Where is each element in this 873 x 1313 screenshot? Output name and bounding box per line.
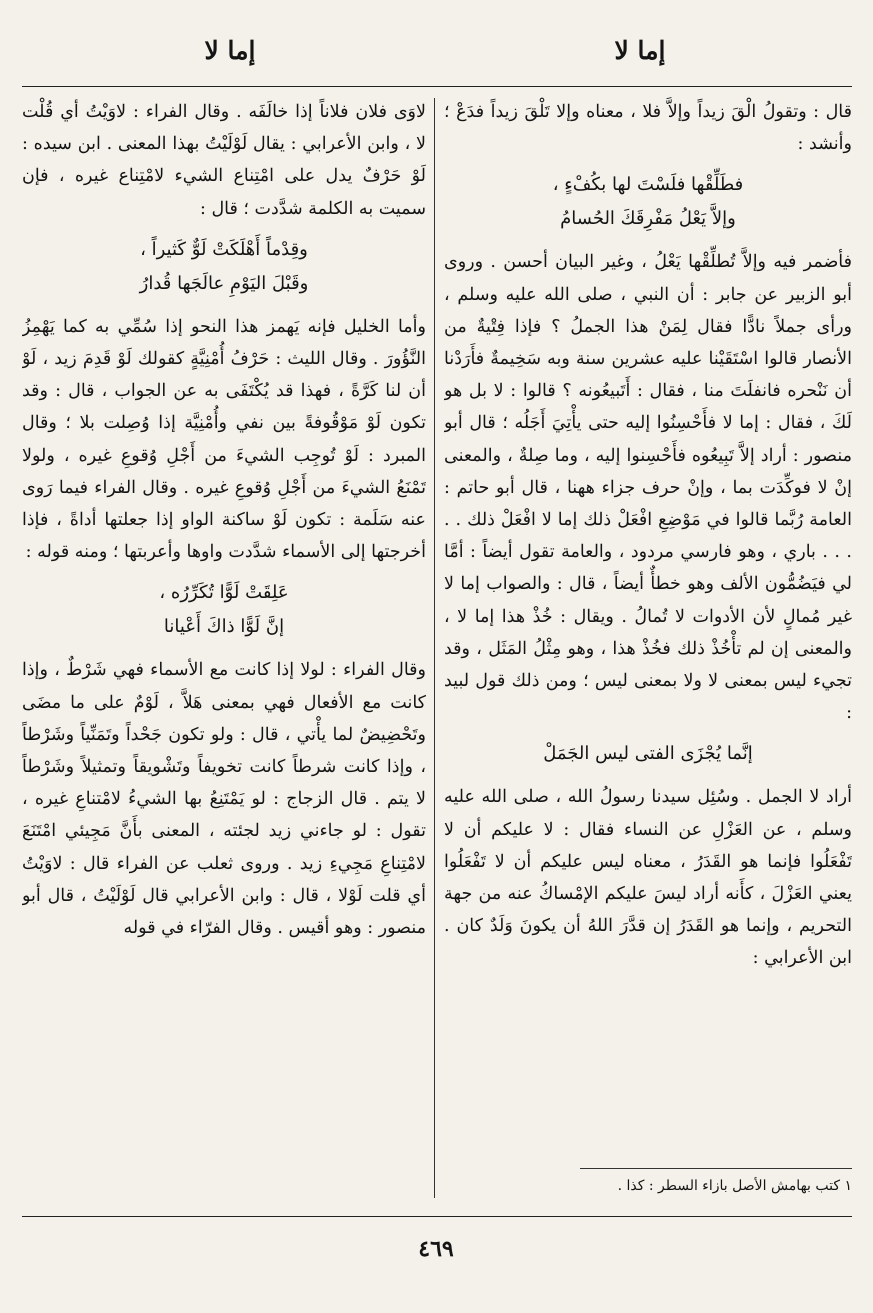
paragraph: قال : وتقولُ الْقَ زيداً وإلاَّ فلا ، معناه وإلا تَلْقَ زيداً فدَعْ ؛ وأنشد : [444, 102, 852, 155]
verse [444, 168, 852, 236]
running-header-right: إما لا [614, 36, 666, 65]
verse-line: إنَّما يُجْزَى الفتى ليس الجَمَلْ [543, 743, 753, 765]
verse [22, 576, 426, 644]
verse [444, 737, 852, 771]
page-number: ٤٦٩ [418, 1236, 454, 1262]
running-header-left: إما لا [204, 36, 256, 65]
footnote-rule [580, 1168, 852, 1169]
verse [22, 233, 426, 301]
paragraph: وقال الفراء : لولا إذا كانت مع الأسماء فهي شَرْطٌ ، وإذا كانت مع الأفعال فهي بمعنى هَلاَّ ، لَوْمٌ على ما مضَى وتَحْضِيضٌ لما يأْتي ، قال : ولو تكون جَحْداً وتَمَنِّياً وشَرْطاً ، وإذا كانت شرطاً كانت تخويفاً وتَشْويقاً وتمثيلاً وشَرْطاً لا يتم . قال الزجاج : لو يَمْتَنِعُ بها الشيءُ لامْتناعِ غيره ، تقول : لو جاءني زيد لجئته ، المعنى بأَنَّ مَجِيئي امْتَنَعَ لامْتِناعِ مَجِيءِ زيد . وروى ثعلب عن الفراء قال : لاوَيْتُ أي قلت لَوْلا ، قال : وابن الأعرابي قال لَوْلَيْتُ ، قال أبو منصور : وهو أقيس . وقال الفرّاء في قوله [22, 660, 426, 939]
verse-line: وقَبْلَ اليَوْمِ عالَجَها قُدارُ [139, 272, 309, 294]
footnote: ١ كتب بهامش الأصل بازاء السطر : كذا . [617, 1178, 852, 1194]
verse-line: وإلاَّ يَعْلُ مَفْرِقَكَ الحُسامُ [560, 208, 736, 230]
header-rule [22, 86, 852, 87]
footer-rule [22, 1216, 852, 1217]
paragraph: فأضمر فيه وإلاَّ تُطلِّقْها يَعْلُ ، وغير البيان أحسن . وروى أبو الزبير عن جابر : أن النبي ، صلى الله عليه وسلم ، ورأى جملاً نادًّا فقال لِمَنْ هذا الجملُ ؟ فإذا فِتْيةٌ من الأنصار قالوا اسْتَقَيْنا عليه عشرين سنة وبه سَخِيمةٌ فأَرَدْنا أن نَنْحره فانفلَتَ منا ، فقال : أَتَبيعُونه ؟ قالوا : لا بل هو لَكَ ، فقال : إما لا فأَحْسِنُوا إليه حتى يأْتِيَ أَجَلُه ؛ قال أبو منصور : أراد إلاَّ تَبِيعُوه فأَحْسِنوا إليه ، وما صِلةٌ ، والمعنى إنْ لا فوكِّدَت بما ، وإنْ حرف جزاء ههنا ، قال أبو حاتم : العامة رُبَّما قالوا في مَوْضِعِ افْعَلْ ذلك إما لا افْعَلْ ذلك . . . . . باري ، وهو فارسي مردود ، والعامة تقول أيضاً : أمَّا لي فيَضُمُّون الألف وهو خطأٌ أيضاً ، قال : والصواب إما لا غير مُمالٍ لأن الأدوات لا تُمالُ . ويقال : خُذْ هذا إما لا ، والمعنى إن لم تأْخُذْ ذلك فخُذْ هذا ، وهو مِثْلُ المَثَل ، وقد تجيء ليس بمعنى لا ولا بمعنى ليس ؛ ومن ذلك قول لبيد : [444, 252, 852, 724]
verse-line: عَلِقَتْ لَوًّا تُكَرِّرُه ، [159, 582, 289, 604]
verse-line: إنَّ لَوًّا ذاكَ أَعْيانا [163, 616, 285, 638]
verse-line: فطَلِّقْها فلَسْتَ لها بكُفْءٍ ، [552, 174, 744, 196]
paragraph: لاوَى فلان فلاناً إذا خالَفَه . وقال الفراء : لاوَيْتُ أي قُلْت لا ، وابن الأعرابي : يقال لَوْلَيْتُ بهذا المعنى . ابن سيده : لَوْ حَرْفٌ يدل على امْتِناع الشيء لامْتِناع غيره ، فإن سميت به الكلمة شدَّدت ؛ قال : [22, 102, 426, 219]
verse-line: وقِدْماً أَهْلَكَتْ لَوٌّ كَثيراً ، [140, 238, 308, 260]
column-separator [434, 98, 435, 1198]
paragraph: وأما الخليل فإنه يَهمز هذا النحو إذا سُمِّي به كما يَهْمِزُ النَّؤُورَ . وقال الليث : حَرْفُ أُمْنِيَّةٍ كقولك لَوْ قَدِمَ زيد ، لَوْ أن لنا كَرَّةً ، فهذا قد يُكْتَفَى به عن الجواب ، قال : وقد تكون لَوْ مَوْقُوفةً بين نفي وأُمْنِيَّة إذا وُصِلت بلا ؛ وقال المبرد : لَوْ تُوجِب الشيءَ من أَجْلِ وُقوعِ غيره ، ولولا تَمْنَعُ الشيءَ من أَجْلِ وُقوعِ غيره . وقال الفراء فيما رَوى عنه سَلَمة : تكون لَوْ ساكنة الواو إذا جعلتها أداةً ، فإذا أخرجتها إلى الأسماء شدَّدت واوها وأعربتها ؛ ومنه قوله : [22, 316, 426, 563]
paragraph: أراد لا الجمل . وسُئِل سيدنا رسولُ الله ، صلى الله عليه وسلم ، عن العَزْلِ عن النساء فقال : لا عليكم أن لا تَفْعَلُوا فإنما هو القَدَرُ ، معناه ليس عليكم أن لا تَفْعَلُوا يعني العَزْلَ ، كأَنه أراد ليسَ عليكم الإمْساكُ عنه من جهة التحريم ، وإنما هو القَدَرُ إن قدَّرَ اللهُ أن يكونَ وَلَدٌ كان . ابن الأعرابي : [444, 787, 852, 969]
left-column [22, 96, 426, 1206]
right-column [444, 96, 852, 1206]
